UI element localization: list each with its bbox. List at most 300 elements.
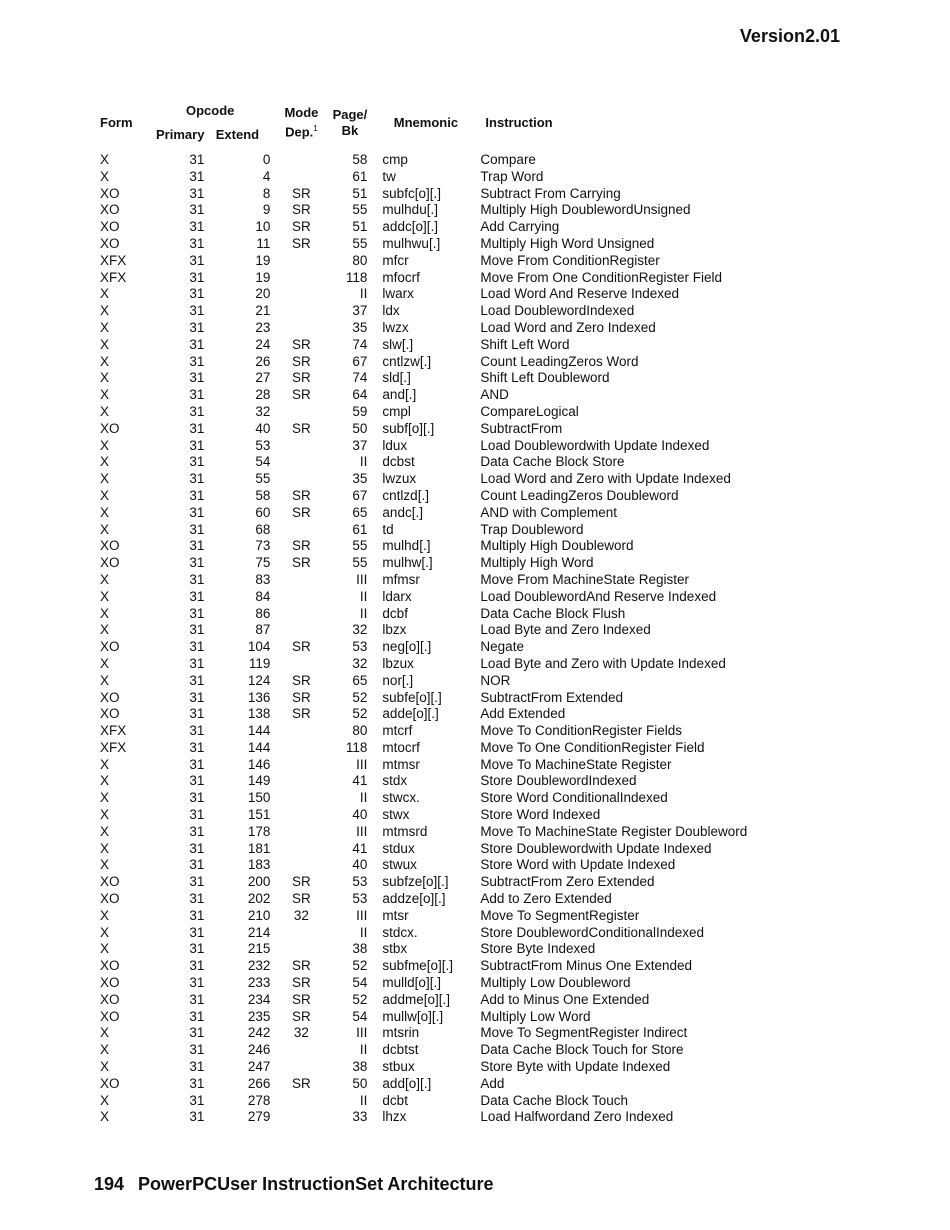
cell-instruction: Multiply High Doubleword [480, 538, 634, 554]
cell-mode [270, 471, 332, 488]
cell-instruction: Move To MachineState Register Doubleword [480, 823, 748, 839]
cell-mode: SR [292, 706, 311, 722]
cell-extend: 119 [248, 655, 271, 671]
cell-mnemonic: andc[.] [382, 504, 423, 520]
cell-form: X [100, 672, 110, 688]
cell-extend: 181 [247, 840, 271, 856]
cell-mnemonic: mtmsrd [382, 823, 428, 839]
cell-form: X [100, 773, 110, 789]
cell-page: 35 [352, 319, 368, 335]
cell-instruction: Shift Left Doubleword [480, 370, 610, 386]
cell-instruction: NOR [480, 672, 511, 688]
cell-extend: 279 [247, 1109, 271, 1125]
cell-mode: SR [292, 891, 311, 907]
cell-primary: 31 [189, 588, 205, 604]
table-row [95, 941, 747, 958]
cell-extend: 28 [255, 387, 271, 403]
table-row [95, 354, 747, 371]
cell-page: 55 [352, 202, 368, 218]
table-row [95, 387, 747, 404]
cell-mnemonic: sld[.] [382, 370, 411, 386]
table-row [95, 706, 747, 723]
cell-mnemonic: stwcx. [382, 790, 420, 806]
version-label: Version2.01 [739, 26, 840, 46]
cell-instruction: Load Byte and Zero with Update Indexed [480, 655, 726, 671]
cell-mnemonic: lbzx [382, 622, 407, 638]
cell-instruction: SubtractFrom Minus One Extended [480, 958, 693, 974]
cell-instruction: Negate [480, 639, 524, 655]
cell-instruction: Move To SegmentRegister [480, 907, 640, 923]
cell-extend: 60 [255, 504, 271, 520]
cell-page: III [356, 571, 368, 587]
cell-form: X [100, 588, 110, 604]
cell-page: II [359, 286, 368, 302]
cell-mnemonic: subfme[o][.] [382, 958, 453, 974]
table-row [95, 589, 747, 606]
cell-instruction: Shift Left Word [480, 336, 570, 352]
cell-extend: 214 [247, 924, 271, 940]
table-row [95, 1009, 747, 1026]
cell-mode [270, 303, 332, 320]
cell-instruction: Count LeadingZeros Word [480, 353, 639, 369]
cell-form: X [100, 823, 110, 839]
cell-page: 41 [352, 773, 368, 789]
cell-primary: 31 [189, 840, 205, 856]
table-row [95, 471, 747, 488]
cell-primary: 31 [189, 185, 205, 201]
cell-page: II [359, 588, 368, 604]
cell-mode [270, 270, 332, 287]
cell-form: X [100, 353, 110, 369]
cell-primary: 31 [189, 152, 205, 167]
cell-page: II [359, 1092, 368, 1108]
table-row [95, 740, 747, 757]
cell-form: X [100, 504, 110, 520]
cell-mode [270, 320, 332, 337]
cell-extend: 86 [255, 605, 271, 621]
cell-instruction: Move From ConditionRegister [480, 252, 660, 268]
dep-footnote: 1 [313, 124, 318, 134]
cell-mode [270, 438, 332, 455]
cell-instruction: Store DoublewordIndexed [480, 773, 637, 789]
cell-extend: 24 [255, 336, 271, 352]
table-row [95, 807, 747, 824]
cell-primary: 31 [189, 874, 205, 890]
cell-primary: 31 [189, 975, 205, 991]
cell-mnemonic: slw[.] [382, 336, 414, 352]
cell-form: X [100, 1042, 110, 1058]
cell-instruction: Move To ConditionRegister Fields [480, 723, 683, 739]
table-row [95, 1025, 747, 1042]
cell-mode: 32 [293, 1025, 309, 1041]
cell-extend: 27 [255, 370, 271, 386]
bk-label: Bk [341, 123, 359, 138]
cell-mnemonic: add[o][.] [382, 1075, 432, 1091]
cell-instruction: Trap Doubleword [480, 521, 584, 537]
cell-primary: 31 [189, 1092, 205, 1108]
cell-mnemonic: mfocrf [382, 269, 420, 285]
cell-mode: SR [292, 958, 311, 974]
cell-mnemonic: subfe[o][.] [382, 689, 442, 705]
cell-page: 52 [352, 706, 368, 722]
cell-mnemonic: stbx [382, 941, 408, 957]
cell-mode [270, 740, 332, 757]
cell-mode [270, 589, 332, 606]
cell-extend: 232 [247, 958, 271, 974]
table-row [95, 572, 747, 589]
cell-form: X [100, 941, 110, 957]
cell-instruction: Add to Minus One Extended [480, 991, 650, 1007]
cell-primary: 31 [189, 168, 205, 184]
cell-mnemonic: mtmsr [382, 756, 420, 772]
cell-form: X [100, 471, 110, 487]
footer-title: PowerPCUser InstructionSet Architecture [138, 1174, 494, 1194]
table-row [95, 454, 747, 471]
cell-extend: 87 [255, 622, 271, 638]
cell-mnemonic: lhzx [382, 1109, 407, 1125]
table-row [95, 522, 747, 539]
table-row [95, 673, 747, 690]
cell-instruction: Move To SegmentRegister Indirect [480, 1025, 688, 1041]
cell-mode: SR [292, 235, 311, 251]
table-row [95, 874, 747, 891]
cell-mnemonic: dcbst [382, 454, 415, 470]
cell-page: 53 [352, 639, 368, 655]
cell-instruction: Data Cache Block Store [480, 454, 625, 470]
cell-primary: 31 [189, 252, 205, 268]
cell-page: 52 [352, 991, 368, 1007]
table-row [95, 992, 747, 1009]
cell-instruction: Data Cache Block Touch [480, 1092, 629, 1108]
cell-mode: SR [292, 672, 311, 688]
cell-page: 118 [345, 269, 368, 285]
cell-mode [270, 572, 332, 589]
cell-instruction: Data Cache Block Flush [480, 605, 626, 621]
table-row [95, 186, 747, 203]
cell-page: II [359, 605, 368, 621]
cell-mode [270, 723, 332, 740]
cell-mode [270, 824, 332, 841]
cell-page: III [356, 907, 368, 923]
cell-page: 55 [352, 538, 368, 554]
cell-mode: SR [292, 336, 311, 352]
cell-form: XO [100, 958, 120, 974]
cell-mnemonic: stwux [382, 857, 417, 873]
cell-extend: 8 [262, 185, 271, 201]
cell-mode: SR [292, 555, 311, 571]
cell-instruction: Store Byte with Update Indexed [480, 1059, 671, 1075]
cell-mode [270, 454, 332, 471]
cell-form: X [100, 168, 110, 184]
cell-primary: 31 [189, 807, 205, 823]
cell-primary: 31 [189, 504, 205, 520]
cell-page: 55 [352, 235, 368, 251]
cell-page: 54 [352, 975, 368, 991]
cell-primary: 31 [189, 689, 205, 705]
cell-primary: 31 [189, 756, 205, 772]
table-row [95, 202, 747, 219]
cell-page: 74 [352, 336, 368, 352]
cell-instruction: Move To MachineState Register [480, 756, 672, 772]
table-row [95, 253, 747, 270]
cell-mnemonic: tw [382, 168, 396, 184]
cell-form: X [100, 655, 110, 671]
col-primary-header: Primary [156, 127, 205, 142]
cell-form: XO [100, 555, 120, 571]
cell-primary: 31 [189, 891, 205, 907]
cell-instruction: AND with Complement [480, 504, 617, 520]
cell-instruction: Add Carrying [480, 219, 560, 235]
table-row [95, 790, 747, 807]
cell-mode [270, 169, 332, 186]
cell-extend: 146 [247, 756, 271, 772]
cell-mode: SR [292, 387, 311, 403]
cell-mnemonic: mfmsr [382, 571, 420, 587]
table-row [95, 555, 747, 572]
cell-mnemonic: mulhdu[.] [382, 202, 438, 218]
cell-mode: SR [292, 420, 311, 436]
cell-instruction: Subtract From Carrying [480, 185, 621, 201]
cell-mnemonic: subfc[o][.] [382, 185, 441, 201]
cell-mnemonic: cmp [382, 152, 408, 167]
cell-instruction: Load DoublewordAnd Reserve Indexed [480, 588, 717, 604]
table-row [95, 622, 747, 639]
cell-form: X [100, 336, 110, 352]
cell-page: 38 [352, 941, 368, 957]
table-row [95, 538, 747, 555]
cell-page: 32 [352, 622, 368, 638]
cell-primary: 31 [189, 639, 205, 655]
cell-primary: 31 [189, 723, 205, 739]
cell-mnemonic: stbux [382, 1059, 415, 1075]
cell-extend: 58 [255, 487, 271, 503]
cell-primary: 31 [189, 403, 205, 419]
cell-primary: 31 [189, 706, 205, 722]
table-body [95, 152, 747, 1126]
cell-form: X [100, 622, 110, 638]
cell-page: 38 [352, 1059, 368, 1075]
cell-mnemonic: lwzux [382, 471, 417, 487]
cell-page: 51 [352, 219, 368, 235]
cell-extend: 20 [255, 286, 271, 302]
table-row [95, 152, 747, 169]
cell-mnemonic: mulld[o][.] [382, 975, 441, 991]
cell-mode [270, 857, 332, 874]
cell-primary: 31 [189, 622, 205, 638]
table-row [95, 236, 747, 253]
cell-mode [270, 773, 332, 790]
cell-primary: 31 [189, 387, 205, 403]
cell-primary: 31 [189, 555, 205, 571]
cell-extend: 202 [247, 891, 271, 907]
cell-form: X [100, 454, 110, 470]
cell-page: II [359, 454, 368, 470]
table-row [95, 505, 747, 522]
cell-form: XO [100, 975, 120, 991]
cell-page: 50 [352, 420, 368, 436]
table-row [95, 723, 747, 740]
cell-page: 59 [352, 403, 368, 419]
cell-instruction: Multiply Low Doubleword [480, 975, 631, 991]
col-instruction-header: Instruction [485, 115, 553, 130]
table-row [95, 1109, 747, 1126]
cell-mode: SR [292, 185, 311, 201]
cell-primary: 31 [189, 521, 205, 537]
cell-instruction: SubtractFrom Zero Extended [480, 874, 655, 890]
cell-extend: 124 [247, 672, 271, 688]
cell-primary: 31 [189, 773, 205, 789]
table-row [95, 1076, 747, 1093]
cell-form: XO [100, 689, 120, 705]
table-row [95, 841, 747, 858]
cell-instruction: Multiply Low Word [480, 1008, 591, 1024]
cell-instruction: Move To One ConditionRegister Field [480, 739, 705, 755]
cell-instruction: Data Cache Block Touch for Store [480, 1042, 684, 1058]
cell-extend: 21 [255, 303, 271, 319]
cell-mnemonic: mtsrin [382, 1025, 420, 1041]
table-row [95, 925, 747, 942]
table-row [95, 824, 747, 841]
cell-primary: 31 [189, 319, 205, 335]
cell-extend: 23 [255, 319, 271, 335]
cell-instruction: Add to Zero Extended [480, 891, 612, 907]
cell-extend: 75 [255, 555, 271, 571]
cell-primary: 31 [189, 370, 205, 386]
cell-form: XFX [100, 269, 127, 285]
cell-mode: SR [292, 202, 311, 218]
cell-extend: 83 [255, 571, 271, 587]
cell-mode: SR [292, 1008, 311, 1024]
cell-mnemonic: stdcx. [382, 924, 418, 940]
cell-form: X [100, 907, 110, 923]
cell-page: 40 [352, 807, 368, 823]
cell-page: 54 [352, 1008, 368, 1024]
cell-primary: 31 [189, 487, 205, 503]
cell-primary: 31 [189, 605, 205, 621]
cell-page: 65 [352, 672, 368, 688]
cell-extend: 144 [247, 739, 271, 755]
cell-mnemonic: lbzux [382, 655, 414, 671]
cell-page: 74 [352, 370, 368, 386]
col-page-header [332, 103, 367, 143]
cell-instruction: Load Halfwordand Zero Indexed [480, 1109, 674, 1125]
cell-mode [270, 656, 332, 673]
table-row [95, 773, 747, 790]
page-number: 194 [94, 1174, 125, 1194]
cell-instruction: Load DoublewordIndexed [480, 303, 635, 319]
table-row [95, 303, 747, 320]
cell-mnemonic: mtsr [382, 907, 409, 923]
cell-instruction: SubtractFrom [480, 420, 563, 436]
cell-primary: 31 [189, 437, 205, 453]
cell-form: X [100, 790, 110, 806]
cell-mode: SR [292, 874, 311, 890]
cell-primary: 31 [189, 269, 205, 285]
cell-mnemonic: adde[o][.] [382, 706, 439, 722]
cell-mode [270, 286, 332, 303]
cell-form: XO [100, 991, 120, 1007]
cell-mode [270, 1109, 332, 1126]
cell-extend: 247 [247, 1059, 271, 1075]
cell-page: 51 [352, 185, 368, 201]
cell-instruction: Store Word ConditionalIndexed [480, 790, 668, 806]
cell-form: X [100, 1109, 110, 1125]
cell-extend: 68 [255, 521, 271, 537]
cell-form: XO [100, 185, 120, 201]
cell-instruction: Load Doublewordwith Update Indexed [480, 437, 710, 453]
cell-primary: 31 [189, 1075, 205, 1091]
cell-extend: 84 [255, 588, 271, 604]
cell-form: X [100, 521, 110, 537]
dep-label: Dep. [285, 124, 314, 140]
cell-mnemonic: mulhd[.] [382, 538, 431, 554]
cell-mnemonic: nor[.] [382, 672, 414, 688]
cell-instruction: Store Word with Update Indexed [480, 857, 676, 873]
cell-mode [270, 757, 332, 774]
cell-extend: 55 [255, 471, 271, 487]
cell-primary: 31 [189, 907, 205, 923]
col-form-header: Form [100, 115, 133, 130]
cell-form: X [100, 857, 110, 873]
cell-page: 52 [352, 958, 368, 974]
table-row [95, 488, 747, 505]
cell-mode [270, 404, 332, 421]
cell-mnemonic: mulhw[.] [382, 555, 433, 571]
cell-mnemonic: td [382, 521, 394, 537]
cell-mode [270, 152, 332, 169]
cell-mode: SR [292, 487, 311, 503]
cell-form: X [100, 437, 110, 453]
cell-form: X [100, 286, 110, 302]
cell-form: X [100, 403, 110, 419]
cell-mode [270, 606, 332, 623]
cell-mnemonic: cmpl [382, 403, 411, 419]
cell-mnemonic: addme[o][.] [382, 991, 450, 1007]
cell-mode: SR [292, 991, 311, 1007]
cell-page: 65 [352, 504, 368, 520]
cell-page: III [356, 823, 368, 839]
cell-mode: SR [292, 219, 311, 235]
cell-instruction: Store Byte Indexed [480, 941, 596, 957]
cell-mode [270, 1059, 332, 1076]
cell-page: 50 [352, 1075, 368, 1091]
cell-form: X [100, 303, 110, 319]
cell-primary: 31 [189, 219, 205, 235]
table-row [95, 908, 747, 925]
cell-extend: 149 [247, 773, 271, 789]
cell-form: XFX [100, 723, 127, 739]
cell-primary: 31 [189, 571, 205, 587]
cell-mnemonic: lwzx [382, 319, 409, 335]
cell-extend: 150 [247, 790, 271, 806]
cell-primary: 31 [189, 823, 205, 839]
cell-page: 37 [352, 303, 368, 319]
cell-extend: 144 [247, 723, 271, 739]
cell-primary: 31 [189, 235, 205, 251]
cell-mode [270, 622, 332, 639]
cell-primary: 31 [189, 303, 205, 319]
cell-form: X [100, 1025, 110, 1041]
table-row [95, 169, 747, 186]
cell-mode [270, 253, 332, 270]
cell-instruction: Load Word and Zero Indexed [480, 319, 656, 335]
cell-instruction: Multiply High Word Unsigned [480, 235, 655, 251]
cell-primary: 31 [189, 454, 205, 470]
col-mode-header [270, 103, 332, 143]
cell-primary: 31 [189, 286, 205, 302]
cell-page: 67 [352, 487, 368, 503]
cell-primary: 31 [189, 353, 205, 369]
